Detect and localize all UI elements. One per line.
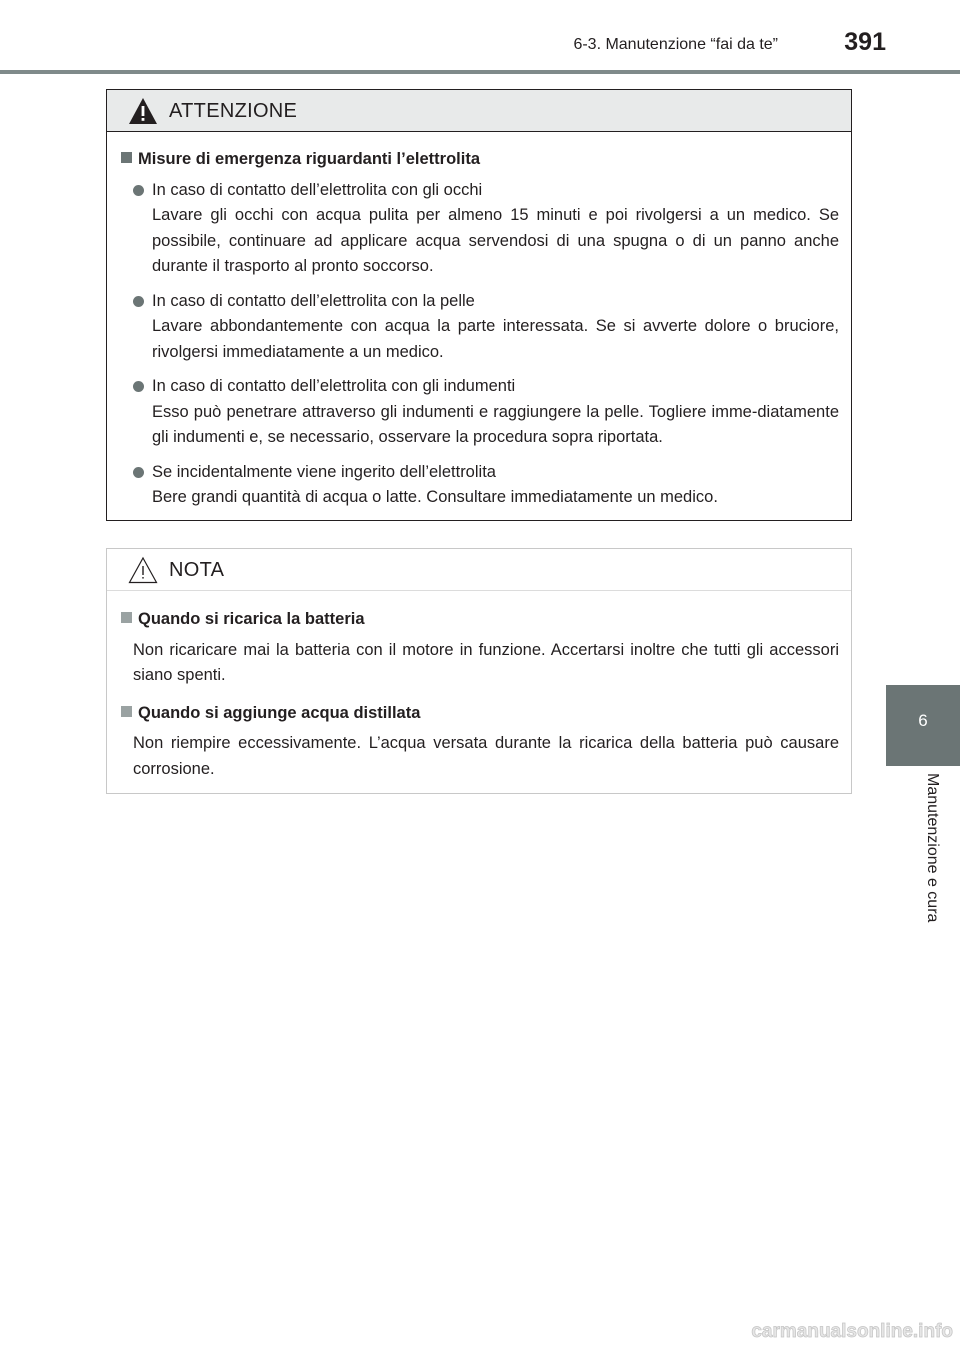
- list-item-heading: In caso di contatto dell’elettrolita con gli indumenti: [152, 377, 516, 395]
- note-header: [107, 549, 851, 591]
- list-item-body: Esso può penetrare attraverso gli indumenti e raggiungere la pelle. Togliere imme-diatamente gli indumenti e, se necessario, osservare la procedura sopra riportata.: [152, 402, 839, 446]
- circle-bullet-icon: [133, 467, 144, 478]
- square-bullet-icon: [121, 612, 132, 623]
- running-header-section: 6-3. Manutenzione “fai da te”: [573, 36, 778, 53]
- page-number: 391: [844, 28, 886, 56]
- section-body: Non riempire eccessivamente. L’acqua versata durante la ricarica della batteria può causare corrosione.: [133, 734, 839, 778]
- watermark: [735, 1315, 955, 1345]
- note-content: [107, 591, 851, 782]
- list-item-heading: In caso di contatto dell’elettrolita con gli occhi: [152, 180, 483, 199]
- section-title-text: Misure di emergenza riguardanti l’elettrolita: [138, 150, 480, 168]
- section-body: Non ricaricare mai la batteria con il motore in funzione. Accertarsi inoltre che tutti gli accessori siano spenti.: [133, 640, 839, 684]
- circle-bullet-icon: [133, 185, 144, 196]
- square-bullet-icon: [121, 706, 132, 717]
- circle-bullet-icon: [133, 296, 144, 307]
- warning-header: [107, 90, 851, 132]
- section-title: [121, 607, 839, 633]
- list-item: [121, 460, 839, 511]
- caution-outline-triangle-icon: [128, 556, 158, 584]
- warning-title: ATTENZIONE: [169, 100, 298, 122]
- list-item-body: Lavare gli occhi con acqua pulita per almeno 15 minuti e poi rivolgersi a un medico. Se possibile, continuare ad applicare acqua servendosi di una spugna o di un panno anche durante il trasporto al pronto soccorso.: [152, 206, 839, 275]
- list-item-heading: In caso di contatto dell’elettrolita con la pelle: [152, 291, 475, 310]
- section-title: [121, 701, 839, 727]
- list-item: [121, 374, 839, 451]
- warning-triangle-icon: [128, 97, 158, 125]
- section-title-text: Quando si ricarica la batteria: [138, 610, 365, 628]
- chapter-number: 6: [918, 711, 928, 730]
- circle-bullet-icon: [133, 381, 144, 392]
- section-title-text: Quando si aggiunge acqua distillata: [138, 703, 421, 722]
- note-box: [106, 548, 852, 794]
- section-title: [121, 147, 839, 173]
- warning-box: [106, 89, 852, 521]
- svg-text:carmanualsonline.info: carmanualsonline.info: [751, 1321, 953, 1342]
- list-item-heading: Se incidentalmente viene ingerito dell’elettrolita: [152, 462, 496, 481]
- chapter-tab[interactable]: [886, 685, 960, 766]
- square-bullet-icon: [121, 152, 132, 163]
- warning-content: [107, 132, 851, 511]
- chapter-label: Manutenzione e cura: [924, 773, 941, 923]
- list-item: [121, 289, 839, 366]
- list-item-body: Bere grandi quantità di acqua o latte. Consultare immediatamente un medico.: [152, 488, 718, 506]
- list-item-body: Lavare abbondantemente con acqua la parte interessata. Se si avverte dolore o bruciore, rivolgersi immediatamente a un medico.: [152, 317, 839, 361]
- list-item: [121, 178, 839, 280]
- header-rule: [0, 70, 960, 74]
- note-title: NOTA: [169, 559, 225, 581]
